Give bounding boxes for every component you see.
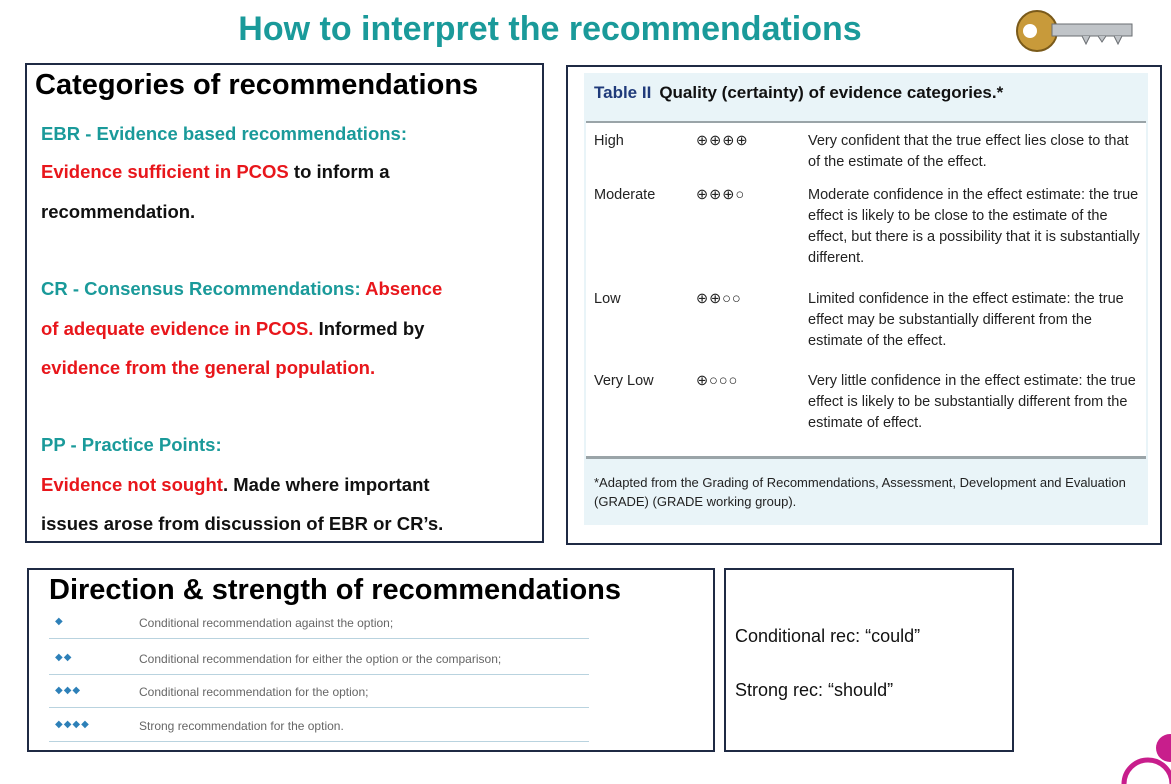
cr-highlight2: of adequate evidence in PCOS.	[41, 318, 314, 339]
cr-line3: evidence from the general population.	[41, 357, 376, 378]
row-category: Low	[594, 291, 621, 307]
ebr-line3: recommendation.	[41, 201, 196, 222]
pp-heading: PP - Practice Points:	[41, 434, 222, 455]
page-title: How to interpret the recommendations	[238, 10, 862, 48]
row-symbols: ⊕⊕○○	[696, 291, 742, 307]
list-item	[49, 612, 589, 639]
evidence-table-panel	[566, 65, 1162, 545]
strong-rec-text: Strong rec: “should”	[735, 680, 894, 700]
row-symbols: ⊕○○○	[696, 373, 739, 389]
pp-highlight: Evidence not sought	[41, 474, 223, 495]
table-body	[586, 123, 1146, 456]
direction-panel	[27, 568, 715, 752]
decorative-circles	[1120, 724, 1171, 784]
list-item-text: Strong recommendation for the option.	[139, 719, 344, 733]
ebr-line	[41, 161, 390, 183]
table-title: Quality (certainty) of evidence categories.*	[659, 83, 1004, 102]
cr-line2	[41, 318, 424, 340]
cr-line1	[41, 278, 442, 300]
list-item	[49, 681, 589, 708]
diamond-icon: ◆◆	[55, 652, 73, 663]
conditional-rec-text: Conditional rec: “could”	[735, 626, 921, 646]
rec-wording-panel	[724, 568, 1014, 752]
row-category: Moderate	[594, 187, 656, 203]
key-icon	[1012, 6, 1137, 56]
list-item	[49, 648, 589, 675]
table-rule-bottom	[586, 456, 1146, 459]
diamond-icon: ◆◆◆◆	[55, 719, 90, 730]
row-category: High	[594, 133, 624, 149]
table-label: Table II	[594, 83, 652, 102]
table-caption	[594, 83, 1003, 103]
direction-heading: Direction & strength of recommendations	[49, 574, 622, 606]
categories-heading: Categories of recommendations	[35, 69, 479, 101]
row-symbols: ⊕⊕⊕⊕	[696, 133, 749, 149]
diamond-icon: ◆	[55, 616, 64, 627]
cr-rest: Informed by	[313, 318, 425, 339]
evidence-table	[584, 73, 1148, 525]
list-item-text: Conditional recommendation for either the option or the comparison;	[139, 652, 502, 666]
pp-rest: . Made where important	[222, 474, 430, 495]
list-item-text: Conditional recommendation against the option;	[139, 616, 394, 630]
row-description: Very confident that the true effect lies close to that of the estimate of the effect.	[808, 133, 1129, 170]
row-description: Very little confidence in the effect estimate: the true effect is likely to be substantially different from the estimate of effect.	[808, 373, 1136, 431]
table-footnote: *Adapted from the Grading of Recommendations, Assessment, Development and Evaluation (GRADE) (GRADE working group).	[594, 475, 1126, 509]
row-description: Limited confidence in the effect estimate: the true effect may be substantially different from the estimate of the effect.	[808, 291, 1124, 349]
pp-line3: issues arose from discussion of EBR or CR’s.	[41, 513, 444, 534]
ebr-heading: EBR - Evidence based recommendations:	[41, 123, 407, 144]
list-item	[49, 715, 589, 742]
ebr-highlight: Evidence sufficient in PCOS	[41, 161, 289, 182]
row-symbols: ⊕⊕⊕○	[696, 187, 746, 203]
pp-line	[41, 474, 430, 496]
cr-heading: CR - Consensus Recommendations:	[41, 278, 366, 299]
list-item-text: Conditional recommendation for the option;	[139, 685, 369, 699]
diamond-icon: ◆◆◆	[55, 685, 82, 696]
categories-panel	[25, 63, 544, 543]
row-category: Very Low	[594, 373, 654, 389]
row-description: Moderate confidence in the effect estimate: the true effect is likely to be close to the estimate of the effect, but there is a possibility that it is substantially different.	[808, 187, 1140, 266]
ebr-rest: to inform a	[288, 161, 390, 182]
cr-highlight1: Absence	[365, 278, 443, 299]
